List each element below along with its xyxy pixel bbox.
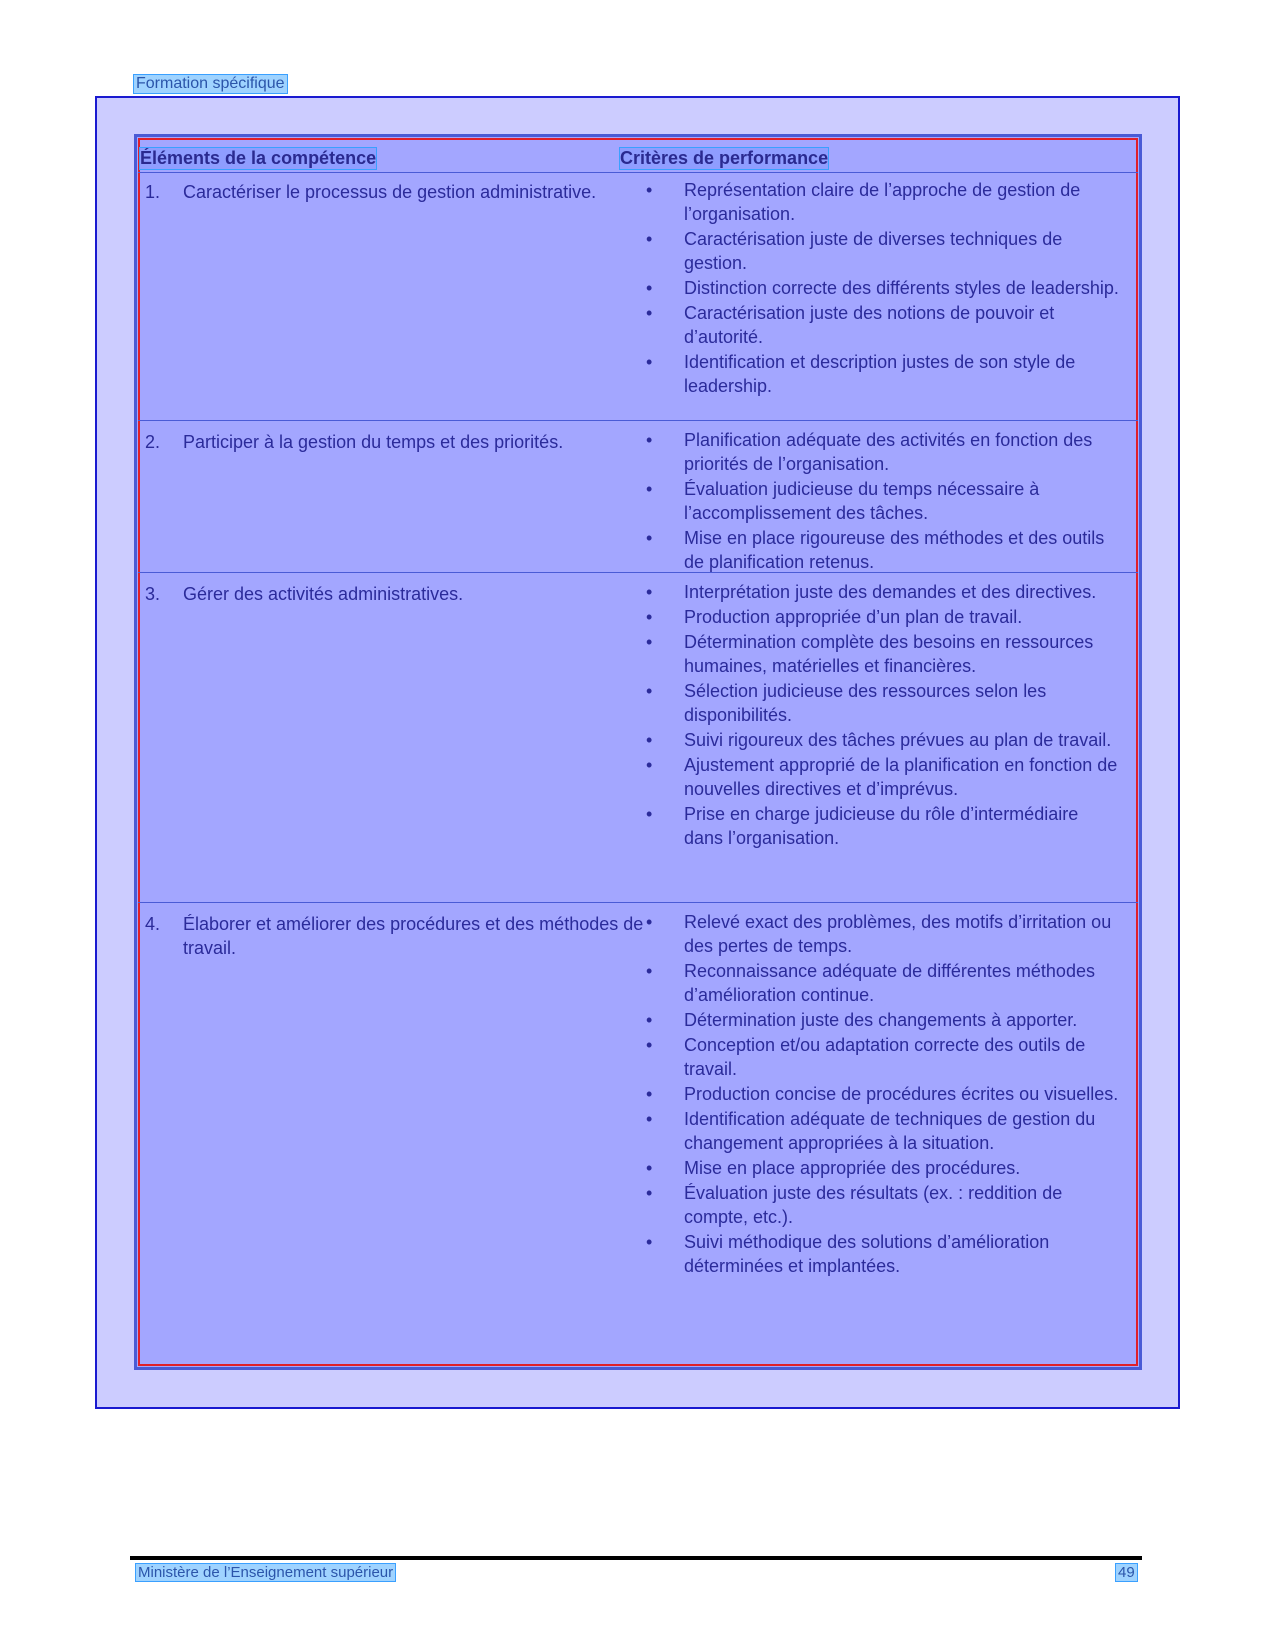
element-text: Caractériser le processus de gestion administrative.: [183, 182, 597, 202]
row-divider: [138, 572, 1138, 573]
criterion-item: • Reconnaissance adéquate de différentes méthodes d’amélioration continue.: [646, 961, 1095, 1005]
criterion-item: • Caractérisation juste de diverses techniques de gestion.: [646, 229, 1063, 273]
criterion-item: • Sélection judicieuse des ressources selon les disponibilités.: [646, 681, 1047, 725]
bullet-icon: •: [646, 1232, 653, 1252]
bullet-icon: •: [646, 582, 653, 602]
criterion-item: • Planification adéquate des activités en fonction des priorités de l’organisation.: [646, 430, 1093, 474]
bullet-icon: •: [646, 180, 653, 200]
element-row-4: [145, 912, 645, 960]
bullet-icon: •: [646, 1183, 653, 1203]
criterion-item: • Mise en place appropriée des procédures.: [646, 1158, 1021, 1178]
element-row-1: [145, 180, 645, 204]
bullet-icon: •: [646, 1158, 653, 1178]
bullet-icon: •: [646, 229, 653, 249]
element-text: Gérer des activités administratives.: [183, 584, 464, 604]
criterion-item: • Évaluation juste des résultats (ex. : reddition de compte, etc.).: [646, 1183, 1063, 1227]
criterion-item: • Distinction correcte des différents styles de leadership.: [646, 278, 1119, 298]
bullet-icon: •: [646, 607, 653, 627]
element-row-3: [145, 582, 645, 606]
col-header-elements: Éléments de la compétence: [140, 148, 377, 168]
criterion-item: • Caractérisation juste des notions de pouvoir et d’autorité.: [646, 303, 1055, 347]
criteria-list-row-1: [646, 178, 1121, 399]
criterion-item: • Ajustement approprié de la planification en fonction de nouvelles directives et d’imprévus.: [646, 755, 1118, 799]
criterion-item: • Suivi rigoureux des tâches prévues au plan de travail.: [646, 730, 1112, 750]
bullet-icon: •: [646, 632, 653, 652]
element-number: 1.: [145, 182, 161, 202]
criterion-item: • Identification adéquate de techniques de gestion du changement appropriées à la situation.: [646, 1109, 1096, 1153]
criterion-item: • Représentation claire de l’approche de gestion de l’organisation.: [646, 180, 1081, 224]
criterion-item: • Évaluation judicieuse du temps nécessaire à l’accomplissement des tâches.: [646, 479, 1040, 523]
footer-rule: [130, 1556, 1142, 1560]
bullet-icon: •: [646, 1084, 653, 1104]
criterion-item: • Relevé exact des problèmes, des motifs d’irritation ou des pertes de temps.: [646, 912, 1112, 956]
element-number: 4.: [145, 914, 161, 934]
section-title: Formation spécifique: [136, 75, 285, 92]
row-divider: [138, 902, 1138, 903]
bullet-icon: •: [646, 681, 653, 701]
page-number: 49: [1118, 1564, 1135, 1581]
bullet-icon: •: [646, 528, 653, 548]
bullet-icon: •: [646, 1010, 653, 1030]
bullet-icon: •: [646, 479, 653, 499]
criterion-item: • Production appropriée d’un plan de travail.: [646, 607, 1023, 627]
criterion-item: • Détermination complète des besoins en ressources humaines, matérielles et financières.: [646, 632, 1094, 676]
criterion-item: • Interprétation juste des demandes et des directives.: [646, 582, 1097, 602]
criteria-list-row-4: [646, 910, 1121, 1279]
criterion-item: • Suivi méthodique des solutions d’amélioration déterminées et implantées.: [646, 1232, 1050, 1276]
footer-ministry: Ministère de l’Enseignement supérieur: [138, 1564, 394, 1581]
criterion-item: • Identification et description justes de son style de leadership.: [646, 352, 1076, 396]
criteria-list-row-3: [646, 580, 1121, 851]
element-text: Élaborer et améliorer des procédures et des méthodes de travail.: [183, 914, 644, 958]
bullet-icon: •: [646, 912, 653, 932]
bullet-icon: •: [646, 730, 653, 750]
bullet-icon: •: [646, 1109, 653, 1129]
element-text: Participer à la gestion du temps et des priorités.: [183, 432, 564, 452]
bullet-icon: •: [646, 804, 653, 824]
col-header-criteria: Critères de performance: [620, 148, 829, 168]
header-divider: [138, 172, 1138, 173]
criterion-item: • Mise en place rigoureuse des méthodes et des outils de planification retenus.: [646, 528, 1105, 572]
bullet-icon: •: [646, 961, 653, 981]
element-number: 2.: [145, 432, 161, 452]
bullet-icon: •: [646, 278, 653, 298]
row-divider: [138, 420, 1138, 421]
bullet-icon: •: [646, 430, 653, 450]
bullet-icon: •: [646, 303, 653, 323]
element-number: 3.: [145, 584, 161, 604]
criterion-item: • Production concise de procédures écrites ou visuelles.: [646, 1084, 1119, 1104]
bullet-icon: •: [646, 755, 653, 775]
criterion-item: • Prise en charge judicieuse du rôle d’intermédiaire dans l’organisation.: [646, 804, 1079, 848]
element-row-2: [145, 430, 645, 454]
bullet-icon: •: [646, 352, 653, 372]
criteria-list-row-2: [646, 428, 1121, 575]
bullet-icon: •: [646, 1035, 653, 1055]
criterion-item: • Conception et/ou adaptation correcte des outils de travail.: [646, 1035, 1086, 1079]
criterion-item: • Détermination juste des changements à apporter.: [646, 1010, 1078, 1030]
